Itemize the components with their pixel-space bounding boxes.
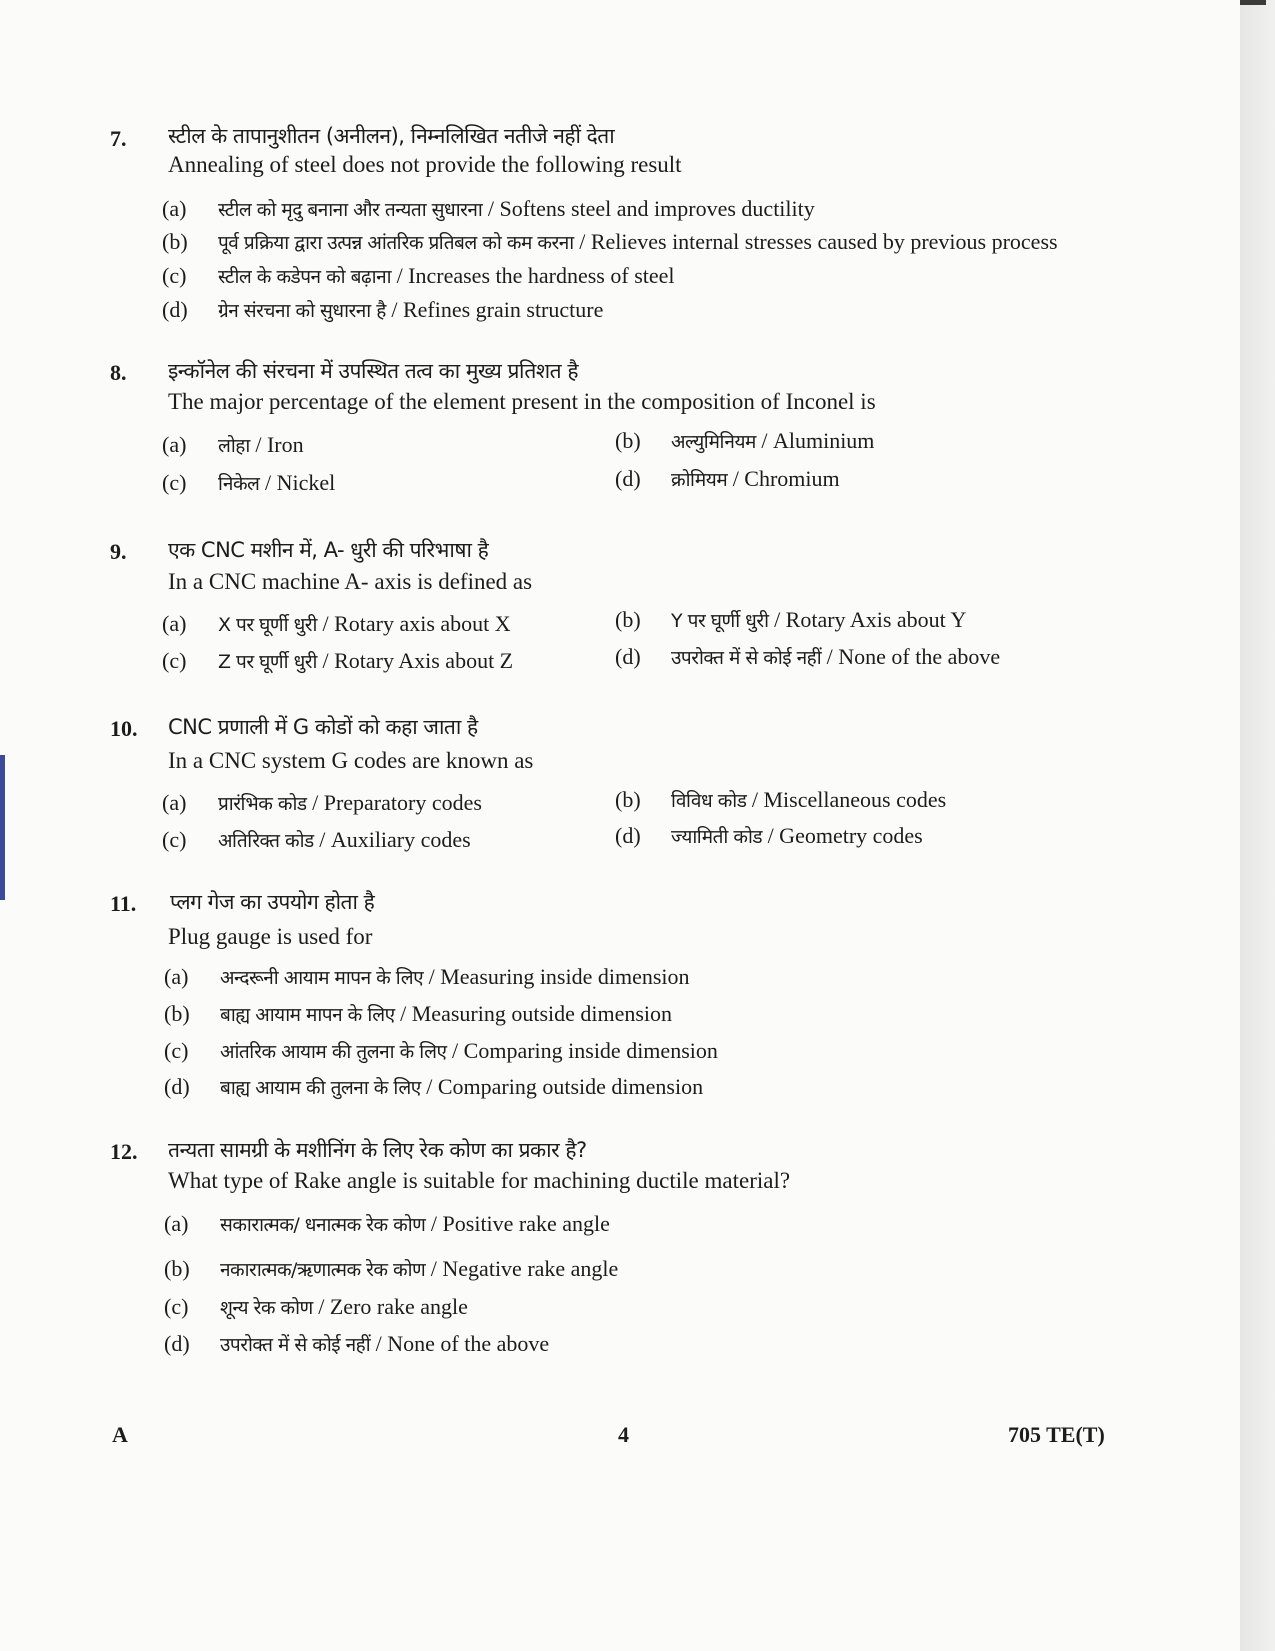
- option-label: (b): [615, 607, 641, 632]
- option-text-english: / Chromium: [727, 466, 840, 491]
- option-text-english: / Positive rake angle: [425, 1211, 610, 1236]
- option-b[interactable]: [164, 1256, 618, 1282]
- option-text-hindi: नकारात्मक/ऋणात्मक रेक कोण: [220, 1259, 426, 1281]
- option-d[interactable]: [615, 823, 923, 849]
- option-label: (b): [164, 1001, 190, 1026]
- option-text-english: / Rotary Axis about Z: [316, 648, 514, 673]
- option-label: (b): [164, 1256, 190, 1281]
- option-text-hindi: बाह्य आयाम मापन के लिए: [220, 1004, 395, 1026]
- question-number: 9.: [110, 539, 127, 564]
- option-text-english: / Softens steel and improves ductility: [482, 196, 815, 221]
- option-text-hindi: उपरोक्त में से कोई नहीं: [671, 647, 822, 669]
- option-text-hindi: अन्दरूनी आयाम मापन के लिए: [220, 967, 424, 989]
- option-label: (b): [162, 229, 188, 254]
- option-a[interactable]: [164, 964, 690, 990]
- option-text-english: / Rotary Axis about Y: [768, 607, 967, 632]
- option-d[interactable]: [162, 297, 603, 323]
- option-label: (a): [164, 1211, 189, 1236]
- scan-edge-mark: [1240, 0, 1266, 5]
- option-d[interactable]: [615, 644, 1000, 670]
- option-a[interactable]: [162, 611, 511, 637]
- option-c[interactable]: [164, 1038, 718, 1064]
- page-edge-shadow: [1240, 0, 1275, 1651]
- option-text-english: / Negative rake angle: [425, 1256, 619, 1281]
- option-label: (d): [164, 1331, 190, 1356]
- option-d[interactable]: [164, 1331, 549, 1357]
- option-label: (c): [162, 470, 187, 495]
- option-label: (b): [615, 428, 641, 453]
- option-label: (d): [615, 644, 641, 669]
- option-text-hindi: उपरोक्त में से कोई नहीं: [220, 1334, 371, 1356]
- question-number: 7.: [110, 126, 127, 151]
- option-d[interactable]: [164, 1074, 703, 1100]
- option-text-hindi: शून्य रेक कोण: [220, 1297, 313, 1319]
- option-text-english: / None of the above: [821, 644, 1001, 669]
- option-text-hindi: लोहा: [218, 435, 250, 457]
- option-text-hindi: आंतरिक आयाम की तुलना के लिए: [220, 1041, 447, 1063]
- option-text-english: / Miscellaneous codes: [746, 787, 947, 812]
- option-label: (d): [162, 297, 188, 322]
- option-a[interactable]: [162, 196, 815, 222]
- question-text-hindi: स्टील के तापानुशीतन (अनीलन), निम्नलिखित नतीजे नहीं देता: [168, 124, 615, 148]
- option-text-hindi: क्रोमियम: [671, 469, 728, 491]
- option-label: (c): [162, 648, 187, 673]
- option-text-hindi: Z पर घूर्णी धुरी: [218, 651, 317, 673]
- option-text-hindi: निकेल: [218, 473, 260, 495]
- option-a[interactable]: [164, 1211, 610, 1237]
- option-label: (d): [164, 1074, 190, 1099]
- option-text-english: / Nickel: [259, 470, 336, 495]
- option-text-english: / Refines grain structure: [385, 297, 604, 322]
- option-c[interactable]: [162, 827, 471, 853]
- option-label: (d): [615, 466, 641, 491]
- option-text-hindi: अतिरिक्त कोड: [218, 830, 314, 852]
- option-text-english: / Zero rake angle: [312, 1294, 468, 1319]
- binding-edge-mark: [0, 755, 5, 900]
- question-text-hindi: तन्यता सामग्री के मशीनिंग के लिए रेक कोण का प्रकार है?: [168, 1138, 587, 1162]
- question-number: 11.: [110, 891, 137, 916]
- option-text-english: / Measuring inside dimension: [423, 964, 690, 989]
- option-text-english: / Relieves internal stresses caused by previous process: [573, 229, 1058, 254]
- option-text-english: / Comparing inside dimension: [446, 1038, 718, 1063]
- option-text-hindi: ज्यामिती कोड: [671, 826, 763, 848]
- question-text-hindi: एक CNC मशीन में, A- धुरी की परिभाषा है: [168, 538, 489, 562]
- page-number: 4: [618, 1422, 629, 1447]
- option-d[interactable]: [615, 466, 840, 492]
- option-a[interactable]: [162, 432, 304, 458]
- option-text-hindi: विविध कोड: [671, 790, 747, 812]
- option-text-english: / Comparing outside dimension: [420, 1074, 704, 1099]
- option-text-hindi: Y पर घूर्णी धुरी: [671, 610, 769, 632]
- option-text-english: / Geometry codes: [762, 823, 923, 848]
- option-a[interactable]: [162, 790, 482, 816]
- option-text-hindi: अल्युमिनियम: [671, 431, 756, 453]
- option-c[interactable]: [162, 648, 513, 674]
- question-text-hindi: CNC प्रणाली में G कोडों को कहा जाता है: [168, 715, 478, 739]
- option-text-english: / Auxiliary codes: [313, 827, 471, 852]
- option-label: (c): [164, 1038, 189, 1063]
- question-text-hindi: इन्कॉनेल की संरचना में उपस्थित तत्व का मुख्य प्रतिशत है: [168, 359, 578, 383]
- option-text-hindi: ग्रेन संरचना को सुधारना है: [218, 300, 386, 322]
- option-label: (a): [162, 790, 187, 815]
- option-label: (b): [615, 787, 641, 812]
- question-text-english: The major percentage of the element present in the composition of Inconel is: [168, 389, 876, 414]
- question-text-english: What type of Rake angle is suitable for machining ductile material?: [168, 1168, 791, 1193]
- option-label: (c): [164, 1294, 189, 1319]
- option-b[interactable]: [164, 1001, 672, 1027]
- option-label: (c): [162, 263, 187, 288]
- option-b[interactable]: [615, 607, 966, 633]
- option-label: (a): [162, 432, 187, 457]
- option-label: (a): [164, 964, 189, 989]
- option-text-hindi: स्टील को मृदु बनाना और तन्यता सुधारना: [218, 199, 483, 221]
- option-b[interactable]: [615, 428, 874, 454]
- booklet-series: A: [112, 1422, 128, 1447]
- option-text-english: / None of the above: [370, 1331, 550, 1356]
- option-c[interactable]: [162, 470, 335, 496]
- question-text-english: Annealing of steel does not provide the following result: [168, 152, 682, 177]
- option-label: (a): [162, 196, 187, 221]
- option-text-hindi: स्टील के कडेपन को बढ़ाना: [218, 266, 392, 288]
- question-text-english: In a CNC system G codes are known as: [168, 748, 534, 773]
- option-c[interactable]: [164, 1294, 468, 1320]
- question-number: 8.: [110, 360, 127, 385]
- option-text-english: / Preparatory codes: [306, 790, 482, 815]
- question-text-english: In a CNC machine A- axis is defined as: [168, 569, 533, 594]
- question-text-hindi: प्लग गेज का उपयोग होता है: [170, 890, 375, 914]
- option-text-english: / Increases the hardness of steel: [391, 263, 675, 288]
- option-c[interactable]: [162, 263, 675, 289]
- option-text-hindi: बाह्य आयाम की तुलना के लिए: [220, 1077, 421, 1099]
- option-b[interactable]: [615, 787, 946, 813]
- option-b[interactable]: [162, 229, 1058, 255]
- option-label: (d): [615, 823, 641, 848]
- option-text-hindi: X पर घूर्णी धुरी: [218, 614, 317, 636]
- question-number: 12.: [110, 1139, 138, 1164]
- option-text-english: / Rotary axis about X: [316, 611, 511, 636]
- option-label: (c): [162, 827, 187, 852]
- option-text-hindi: पूर्व प्रक्रिया द्वारा उत्पन्न आंतरिक प्रतिबल को कम करना: [218, 232, 574, 254]
- option-text-hindi: सकारात्मक/ धनात्मक रेक कोण: [220, 1214, 426, 1236]
- option-text-hindi: प्रारंभिक कोड: [218, 793, 307, 815]
- option-label: (a): [162, 611, 187, 636]
- question-number: 10.: [110, 716, 138, 741]
- paper-code: 705 TE(T): [1008, 1422, 1105, 1447]
- option-text-english: / Measuring outside dimension: [394, 1001, 673, 1026]
- option-text-english: / Aluminium: [755, 428, 875, 453]
- option-text-english: / Iron: [249, 432, 304, 457]
- question-text-english: Plug gauge is used for: [168, 924, 373, 949]
